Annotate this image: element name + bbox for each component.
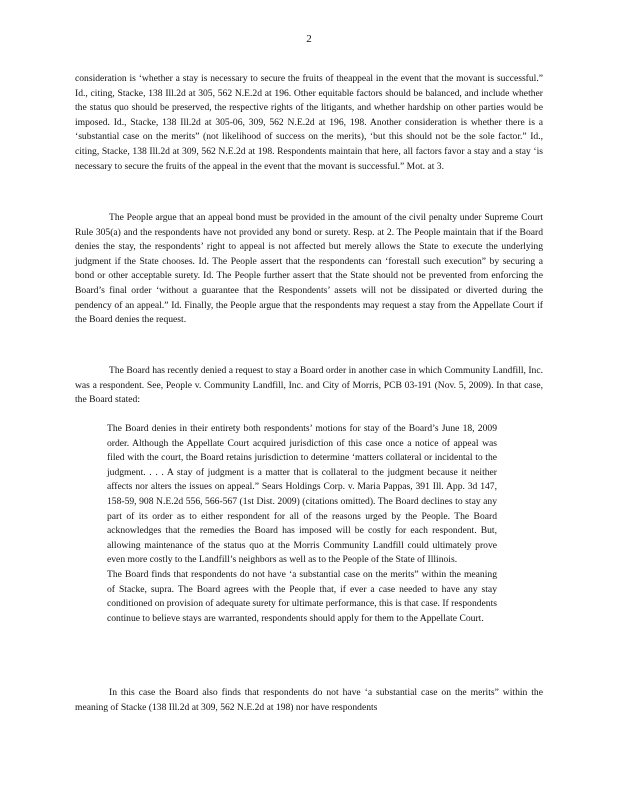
paragraph-people-argument <box>75 211 543 328</box>
quote-paragraph: The Board denies in their entirety both respondents’ motions for stay of the Board’s June 18, 2009 order. Although the Appellate Court acquired jurisdiction of this case once a notice of appeal was filed with the court, the Board retains jurisdiction to determine ‘matters collateral or incidental to the judgment. . . . A stay of judgment is a matter that is collateral to the judgment because it neither affects nor alters the issues on appeal.” Sears Holdings Corp. v. Maria Pappas, 391 Ill. App. 3d 147, 158-59, 908 N.E.2d 556, 566-567 (1st Dist. 2009) (citations omitted). The Board declines to stay any part of its order as to either respondent for all of the reasons urged by the People. The Board acknowledges that the remedies the Board has imposed will be costly for each respondent. But, allowing maintenance of the status quo at the Morris Community Landfill could ultimately prove even more costly to the Landfill’s neighbors as well as to the People of the State of Illinois. <box>107 423 497 566</box>
paragraph-text: In this case the Board also finds that respondents do not have ‘a substantial case on the merits” within the meaning of Stacke (138 Ill.2d at 309, 562 N.E.2d at 198) nor have respondents <box>75 687 543 713</box>
page-number: 2 <box>306 33 312 45</box>
paragraph-text: consideration is ‘whether a stay is necessary to secure the fruits of theappeal in the event that the movant is successful.” Id., citing, Stacke, 138 Ill.2d at 305, 562 N.E.2d at 196. Other equitable factors should be balanced, and include whether the status quo should be preserved, the respective rights of the litigants, and whether hardship on other parties would be imposed. Id., Stacke, 138 Ill.2d at 305-06, 309, 562 N.E.2d at 196, 198. Another consideration is whether there is a ‘substantial case on the merits” (not likelihood of success on the merits), ‘but this should not be the sole factor.” Id., citing, Stacke, 138 Ill.2d at 309, 562 N.E.2d at 198. Respondents maintain that here, all factors favor a stay and a stay ‘is necessary to secure the fruits of the appeal in the event that the movant is successful.” Mot. at 3. <box>75 73 543 172</box>
paragraph-prior-case <box>75 364 543 408</box>
paragraph-text: The People argue that an appeal bond must be provided in the amount of the civil penalty under Supreme Court Rule 305(a) and the respondents have not provided any bond or surety. Resp. at 2. The People maintain that if the Board denies the stay, the respondents’ right to appeal is not affected but merely allows the State to execute the underlying judgment if the State chooses. Id. The People assert that the respondents can ‘forestall such execution” by securing a bond or other acceptable surety. Id. The People further assert that the State should not be prevented from enforcing the Board’s final order ‘without a guarantee that the Respondents’ assets will not be dissipated or diverted during the pendency of an appeal.” Id. Finally, the People argue that the respondents may request a stay from the Appellate Court if the Board denies the request. <box>75 212 543 326</box>
paragraph-text: The Board has recently denied a request to stay a Board order in another case in which Community Landfill, Inc. was a respondent. See, People v. Community Landfill, Inc. and City of Morris, PCB 03-191 (Nov. 5, 2009). In that case, the Board stated: <box>75 365 543 406</box>
quote-paragraph: The Board finds that respondents do not have ‘a substantial case on the merits” within the meaning of Stacke, supra. The Board agrees with the People that, if ever a case needed to have any stay conditioned on provision of adequate surety for ultimate performance, this is that case. If respondents continue to believe stays are warranted, respondents should apply for them to the Appellate Court. <box>107 568 497 624</box>
paragraph-stay-factors <box>75 72 543 174</box>
paragraph-board-finding <box>75 686 543 715</box>
block-quote <box>107 422 497 626</box>
